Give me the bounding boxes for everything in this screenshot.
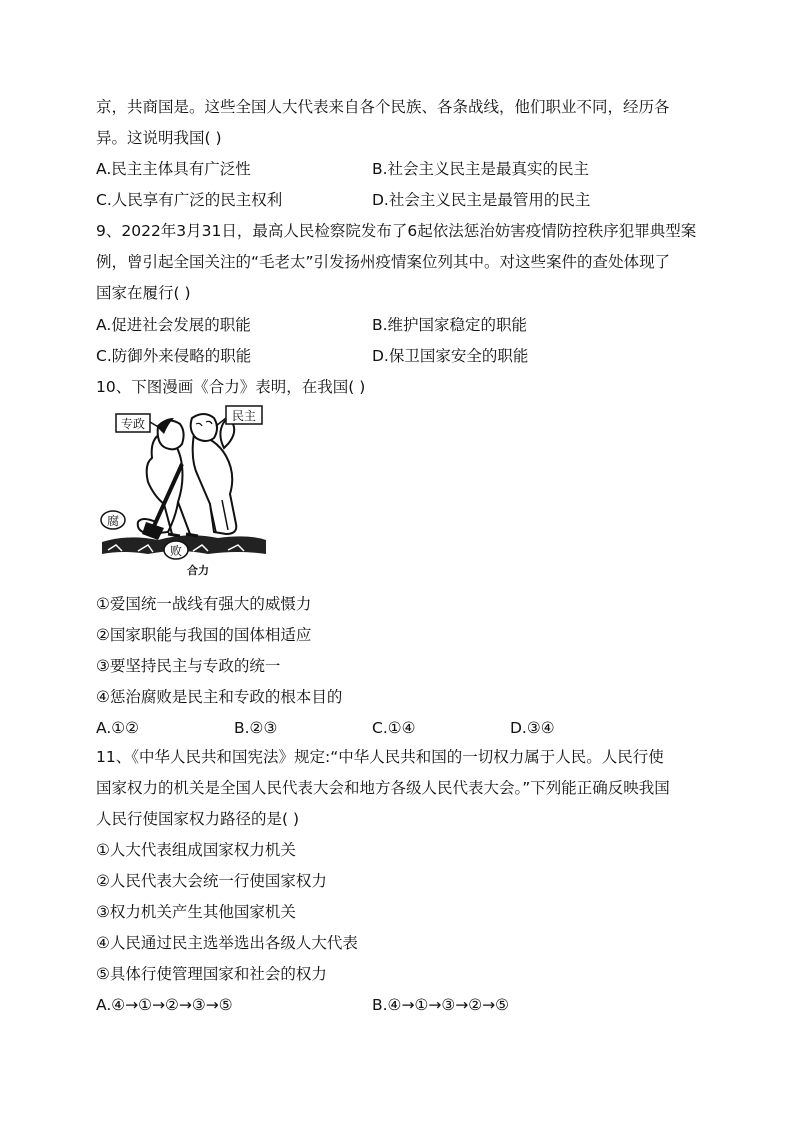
cartoon-label-dictatorship: 专政 [120, 417, 146, 431]
q10-option-c: C.①④ [372, 719, 416, 737]
q11-option-a: A.④→①→②→③→⑤ [96, 996, 233, 1014]
q10-item-4: ④惩治腐败是民主和专政的根本目的 [96, 688, 343, 706]
q11-option-b: B.④→①→③→②→⑤ [372, 996, 509, 1014]
q10-option-a: A.①② [96, 719, 140, 737]
q9-stem-line-3: 国家在履行( ) [96, 284, 191, 302]
q8-option-d: D.社会主义民主是最管用的民主 [372, 191, 591, 209]
q11-stem-line-1: 11、《中华人民共和国宪法》规定:“中华人民共和国的一切权力属于人民。人民行使 [96, 748, 664, 766]
q8-stem-line-2: 异。这说明我国( ) [96, 129, 222, 147]
q9-option-a: A.促进社会发展的职能 [96, 316, 251, 334]
q10-item-2: ②国家职能与我国的国体相适应 [96, 626, 312, 644]
q9-option-c: C.防御外来侵略的职能 [96, 347, 252, 365]
q11-item-2: ②人民代表大会统一行使国家权力 [96, 872, 327, 890]
q11-item-3: ③权力机关产生其他国家机关 [96, 903, 296, 921]
q11-item-1: ①人大代表组成国家权力机关 [96, 841, 296, 859]
q9-stem-line-2: 例，曾引起全国关注的“毛老太”引发扬州疫情案位列其中。对这些案件的查处体现了 [96, 253, 671, 271]
q10-item-1: ①爱国统一战线有强大的威慑力 [96, 595, 312, 613]
q10-option-b: B.②③ [234, 719, 278, 737]
q11-stem-line-2: 国家权力的机关是全国人民代表大会和地方各级人民代表大会。”下列能正确反映我国 [96, 779, 670, 797]
q10-item-3: ③要坚持民主与专政的统一 [96, 657, 281, 675]
q9-option-b: B.维护国家稳定的职能 [372, 316, 528, 334]
q10-option-d: D.③④ [510, 719, 555, 737]
q8-option-c: C.人民享有广泛的民主权利 [96, 191, 283, 209]
cartoon-word-corruption-2: 败 [169, 544, 183, 558]
q8-option-a: A.民主主体具有广泛性 [96, 160, 251, 178]
q11-item-4: ④人民通过民主选举选出各级人大代表 [96, 934, 358, 952]
cartoon-word-corruption-1: 腐 [106, 514, 120, 528]
cartoon-label-democracy: 民主 [231, 409, 257, 423]
q11-item-5: ⑤具体行使管理国家和社会的权力 [96, 965, 327, 983]
q11-stem-line-3: 人民行使国家权力路径的是( ) [96, 810, 300, 828]
q9-stem-line-1: 9、2022年3月31日，最高人民检察院发布了6起依法惩治妨害疫情防控秩序犯罪典型案 [96, 222, 697, 240]
q8-option-b: B.社会主义民主是最真实的民主 [372, 160, 590, 178]
cartoon-heli-illustration [98, 404, 268, 580]
q9-option-d: D.保卫国家安全的职能 [372, 347, 529, 365]
cartoon-caption: 合力 [187, 564, 209, 577]
q10-stem: 10、下图漫画《合力》表明，在我国( ) [96, 378, 366, 396]
q8-stem-line-1: 京，共商国是。这些全国人大代表来自各个民族、各条战线，他们职业不同，经历各 [96, 98, 670, 116]
